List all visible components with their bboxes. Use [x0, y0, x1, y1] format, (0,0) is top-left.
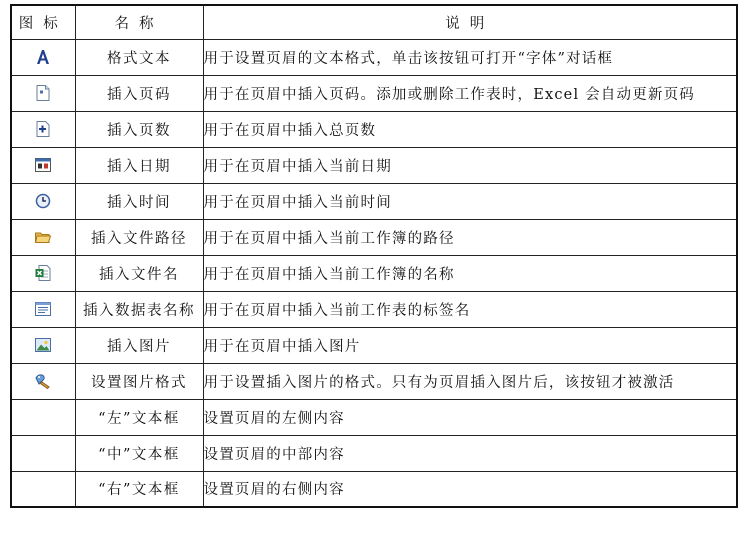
- row-description: 用于在页眉中插入当前工作簿的名称: [203, 255, 737, 291]
- table-row: [11, 399, 737, 435]
- row-description: 用于在页眉中插入当前工作表的标签名: [203, 291, 737, 327]
- header-name: 名称: [75, 5, 203, 39]
- table-row: [11, 219, 737, 255]
- sheet-name-icon: [34, 300, 52, 318]
- row-description: 用于设置插入图片的格式。只有为页眉插入图片后，该按钮才被激活: [203, 363, 737, 399]
- row-name: 插入页码: [75, 75, 203, 111]
- table-row: [11, 75, 737, 111]
- row-description: 设置页眉的左侧内容: [203, 399, 737, 435]
- table-row: [11, 111, 737, 147]
- row-name: “左”文本框: [75, 399, 203, 435]
- header-description: 说明: [203, 5, 737, 39]
- row-name: “中”文本框: [75, 435, 203, 471]
- page-count-icon: [34, 120, 52, 138]
- row-description: 设置页眉的右侧内容: [203, 471, 737, 507]
- row-description: 设置页眉的中部内容: [203, 435, 737, 471]
- row-description: 用于在页眉中插入页码。添加或删除工作表时，Excel 会自动更新页码: [203, 75, 737, 111]
- row-description: 用于在页眉中插入当前时间: [203, 183, 737, 219]
- table-header-row: [11, 5, 737, 39]
- row-name: 设置图片格式: [75, 363, 203, 399]
- table-row: [11, 363, 737, 399]
- header-icon: 图标: [11, 5, 75, 39]
- row-name: 插入数据表名称: [75, 291, 203, 327]
- table-row: [11, 327, 737, 363]
- row-name: 插入文件路径: [75, 219, 203, 255]
- table-row: [11, 291, 737, 327]
- table-row: [11, 255, 737, 291]
- folder-path-icon: [34, 228, 52, 246]
- calendar-date-icon: [34, 156, 52, 174]
- row-name: 插入文件名: [75, 255, 203, 291]
- table-row: [11, 183, 737, 219]
- table-row: [11, 39, 737, 75]
- table-row: [11, 147, 737, 183]
- table-row: [11, 435, 737, 471]
- row-name: 插入日期: [75, 147, 203, 183]
- row-name: 插入页数: [75, 111, 203, 147]
- row-description: 用于在页眉中插入当前日期: [203, 147, 737, 183]
- header-footer-buttons-table: [10, 4, 738, 508]
- row-description: 用于设置页眉的文本格式，单击该按钮可打开“字体”对话框: [203, 39, 737, 75]
- row-name: 格式文本: [75, 39, 203, 75]
- font-format-icon: [34, 48, 52, 66]
- format-picture-icon: [34, 372, 52, 390]
- row-description: 用于在页眉中插入图片: [203, 327, 737, 363]
- row-name: 插入时间: [75, 183, 203, 219]
- row-description: 用于在页眉中插入当前工作簿的路径: [203, 219, 737, 255]
- page-number-icon: [34, 84, 52, 102]
- clock-icon: [34, 192, 52, 210]
- picture-icon: [34, 336, 52, 354]
- row-description: 用于在页眉中插入总页数: [203, 111, 737, 147]
- excel-file-icon: [34, 264, 52, 282]
- row-name: 插入图片: [75, 327, 203, 363]
- row-name: “右”文本框: [75, 471, 203, 507]
- table-row: [11, 471, 737, 507]
